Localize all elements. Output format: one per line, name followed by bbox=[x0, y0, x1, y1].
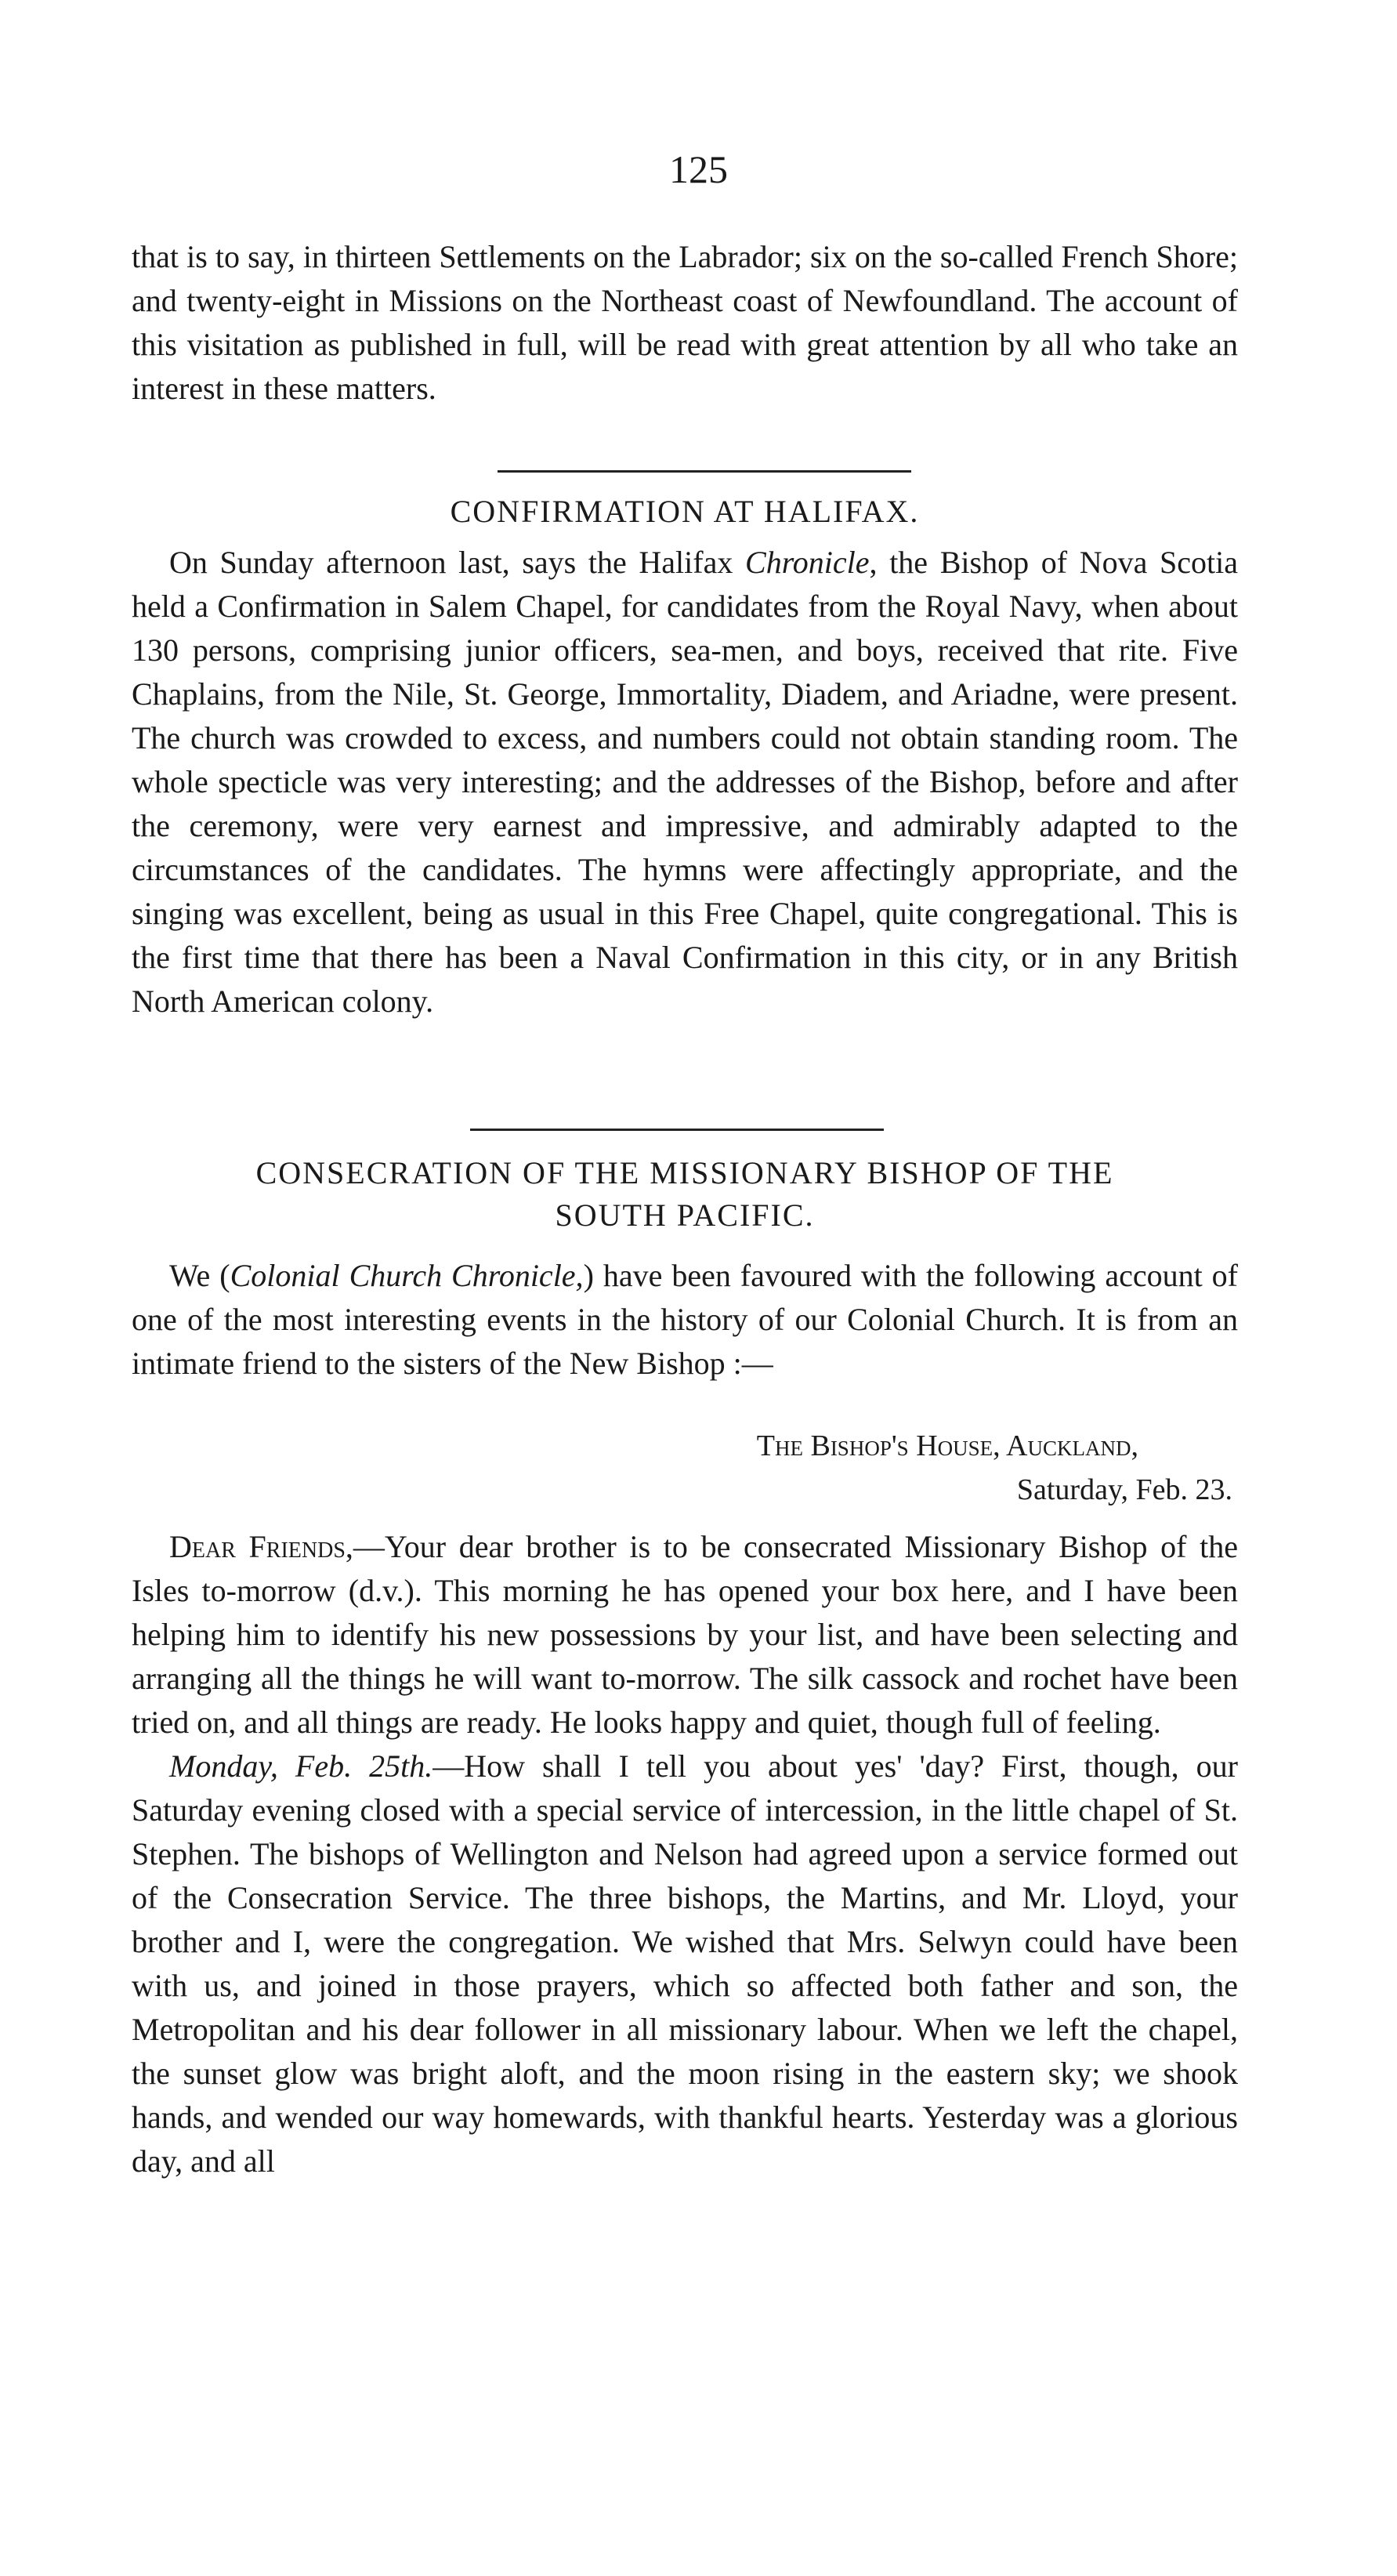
halifax-paragraph-italic: Chronicle bbox=[745, 545, 870, 580]
page-number: 125 bbox=[669, 147, 728, 191]
letter-paragraph-2-date: Monday, Feb. 25th. bbox=[169, 1748, 433, 1784]
consecration-intro-block bbox=[132, 1254, 1238, 1386]
letter-paragraph-2-body: —How shall I tell you about yes' 'day? First, though, our Saturday evening closed with a special service of intercession, in the little chapel of St. Stephen. The bishops of Wellington and Nelson had agreed upon a service formed out of the Consecration Service. The three bishops, the Martins, and Mr. Lloyd, your brother and I, were the congregation. We wished that Mrs. Selwyn could have been with us, and joined in those prayers, which so affected both father and son, the Metropolitan and his dear follower in all missionary labour. When we left the chapel, the sunset glow was bright aloft, and the moon rising in the eastern sky; we shook hands, and wended our way homewards, with thankful hearts. Yesterday was a glorious day, and all bbox=[132, 1748, 1238, 2179]
letter-salutation: Dear Friends, bbox=[169, 1529, 353, 1564]
letter-paragraph-1 bbox=[132, 1525, 1238, 1745]
section-divider-2 bbox=[470, 1129, 884, 1131]
intro-paragraph-block bbox=[132, 235, 1238, 411]
letter-address-text: The Bishop's House, Auckland, bbox=[756, 1429, 1138, 1462]
consecration-intro-lead: We ( bbox=[169, 1258, 230, 1293]
halifax-paragraph-block bbox=[132, 541, 1238, 1024]
consecration-intro-rest: ) have been favoured with the following account of one of the most interesting events in the history of our Colonial Church. It is from an intimate friend to the sisters of the New Bishop :— bbox=[132, 1258, 1238, 1381]
consecration-intro-italic: Colonial Church Chronicle, bbox=[230, 1258, 584, 1293]
consecration-intro-paragraph bbox=[132, 1254, 1238, 1386]
letter-date-text: Saturday, Feb. 23. bbox=[1016, 1473, 1232, 1506]
halifax-paragraph-rest: , the Bishop of Nova Scotia held a Confirmation in Salem Chapel, for candidates from the Royal Navy, when about 130 persons, comprising junior officers, sea-men, and boys, received that rite. Five Chaplains, from the Nile, St. George, Immortality, Diadem, and Ariadne, were present. The church was crowded to excess, and numbers could not obtain standing room. The whole specticle was very interesting; and the addresses of the Bishop, before and after the ceremony, were very earnest and impressive, and admirably adapted to the circumstances of the candidates. The hymns were affectingly appropriate, and the singing was excellent, being as usual in this Free Chapel, quite congregational. This is the first time that there has been a Naval Confirmation in this city, or in any British North American colony. bbox=[132, 545, 1239, 1019]
halifax-paragraph bbox=[132, 541, 1238, 1024]
section-heading-consecration-line1: CONSECRATION OF THE MISSIONARY BISHOP OF THE bbox=[255, 1155, 1114, 1190]
section-heading-consecration bbox=[132, 1152, 1238, 1237]
section-divider-1 bbox=[498, 470, 911, 473]
letter-address-line2 bbox=[1017, 1469, 1232, 1511]
section-heading-consecration-line2: SOUTH PACIFIC. bbox=[555, 1197, 815, 1233]
letter-paragraph-2 bbox=[132, 1745, 1238, 2183]
letter-address-line1 bbox=[757, 1425, 1138, 1467]
halifax-paragraph-lead: On Sunday afternoon last, says the Halifax bbox=[169, 545, 746, 580]
intro-paragraph: that is to say, in thirteen Settlements on the Labrador; six on the so-called French Shore; and twenty-eight in Missions on the Northeast coast of Newfoundland. The account of this visitation as published in full, will be read with great attention by all who take an interest in these matters. bbox=[132, 239, 1238, 406]
section-heading-halifax: CONFIRMATION AT HALIFAX. bbox=[450, 494, 920, 529]
letter-paragraph-1-body: —Your dear brother is to be consecrated Missionary Bishop of the Isles to-morrow (d.v.). This morning he has opened your box here, and I have been helping him to identify his new possessions by your list, and have been selecting and arranging all the things he will want to-morrow. The silk cassock and rochet have been tried on, and all things are ready. He looks happy and quiet, though full of feeling. bbox=[132, 1529, 1239, 1740]
letter-body-block bbox=[132, 1525, 1238, 2183]
